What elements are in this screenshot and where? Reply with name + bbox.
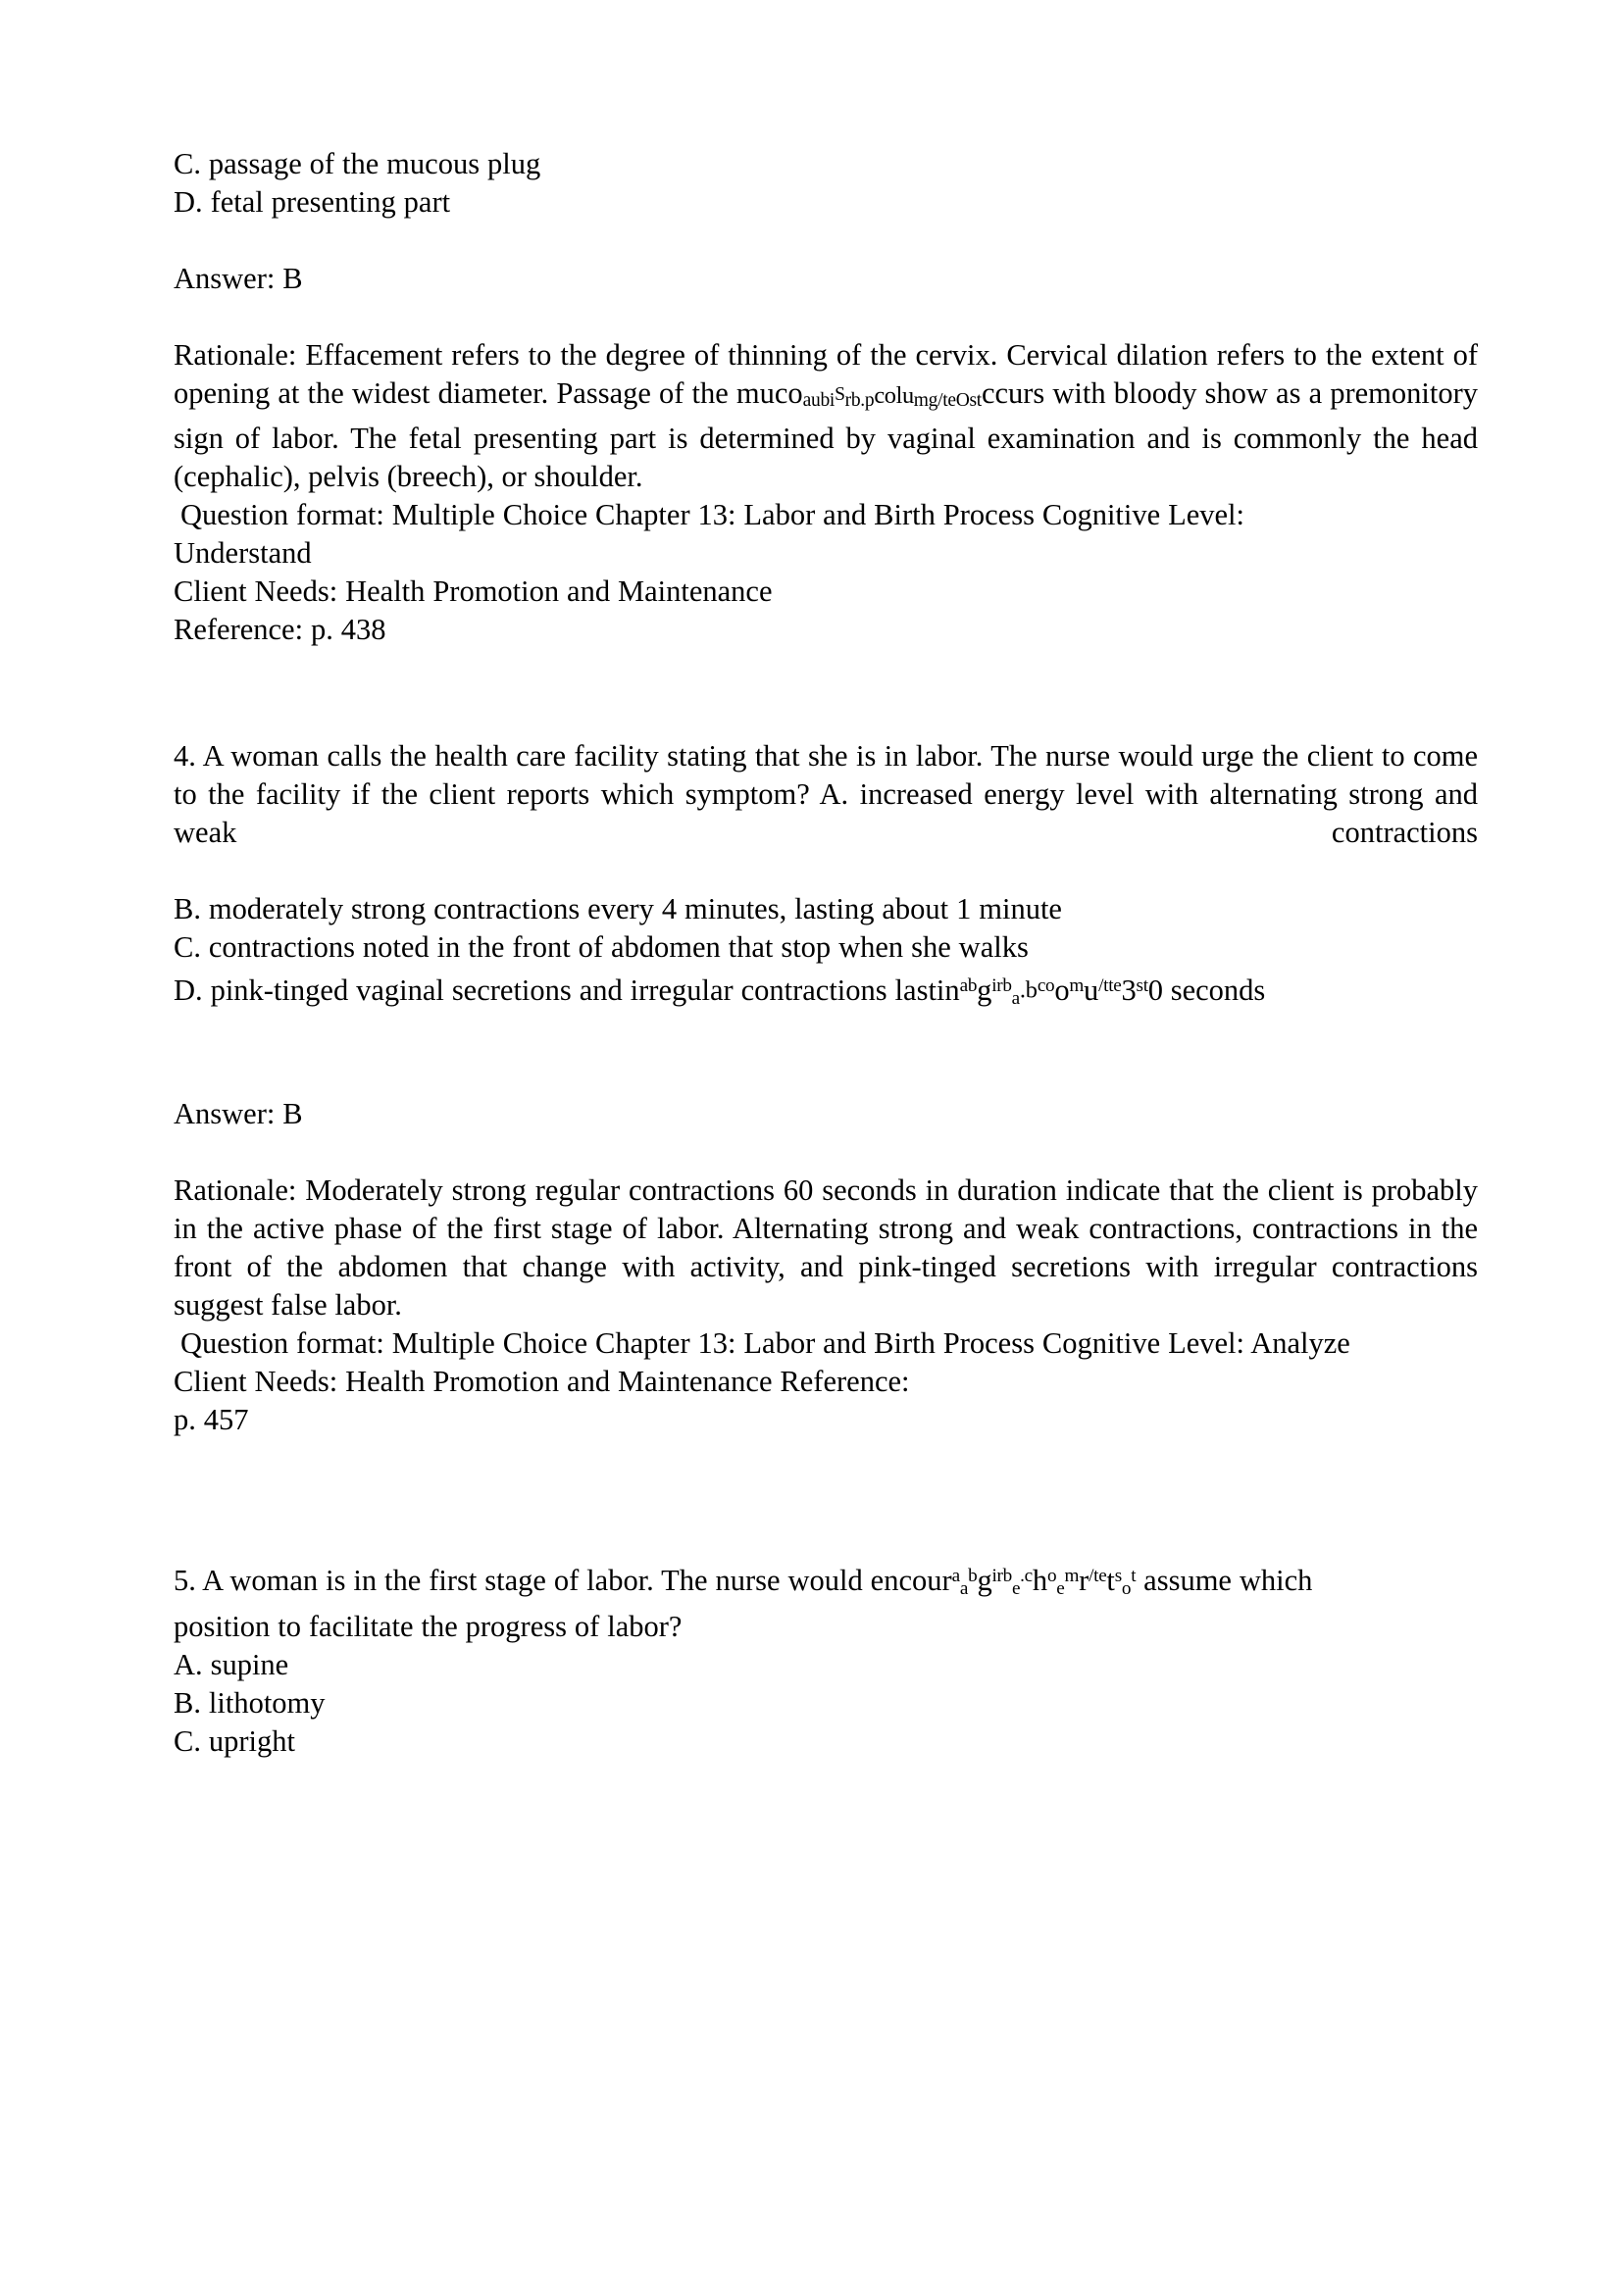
garble-glyph: t bbox=[1131, 1565, 1137, 1586]
garble-glyph: S bbox=[835, 383, 845, 405]
q4-option-d bbox=[174, 967, 1478, 1018]
q3-option-d: D. fetal presenting part bbox=[174, 185, 451, 219]
garble-glyph: a bbox=[959, 1577, 969, 1599]
garble-glyph: irb bbox=[991, 1565, 1012, 1586]
garble-glyph: g bbox=[977, 1563, 992, 1597]
q4-option-d-suffix: seconds bbox=[1162, 973, 1266, 1008]
q4-option-d-ocr-garble bbox=[959, 973, 1163, 1010]
garble-glyph: o bbox=[1046, 1565, 1057, 1586]
q4-stem: 4. A woman calls the health care facility stating that she is in labor. The nurse would urge the client to come to the facility if the client reports which symptom? A. increased energy level with alternating strong and weak contractions bbox=[174, 739, 1478, 850]
q4-option-d-prefix: D. pink-tinged vaginal secretions and irregular contractions lastin bbox=[174, 973, 960, 1008]
q3-meta-client-needs: Client Needs: Health Promotion and Maintenance bbox=[174, 574, 773, 609]
garble-glyph: rb bbox=[844, 390, 861, 412]
garble-glyph: t bbox=[1106, 1563, 1115, 1597]
garble-glyph: .c bbox=[1020, 1565, 1033, 1586]
q4-rationale: Rationale: Moderately strong regular contractions 60 seconds in duration indicate that the client is probably in the active phase of the first stage of labor. Alternating strong and weak contractions, contractions in the front of the abdomen that change with activity, and pink-tinged secretions with irregular contractions suggest false labor. bbox=[174, 1173, 1478, 1322]
q3-rationale-ocr-garble bbox=[802, 382, 982, 412]
garble-glyph: g bbox=[977, 973, 992, 1008]
garble-glyph: u bbox=[1084, 973, 1099, 1008]
q5-stem-prefix: 5. A woman is in the first stage of labor. The nurse would encour bbox=[174, 1563, 952, 1597]
q5-stem-line1 bbox=[174, 1557, 1478, 1608]
q3-rationale-text-part1: Rationale: Effacement refers to the degree of thinning of the cervix. Cervical dilation refers to the extent of opening at the widest diameter. Passage of the muco bbox=[174, 338, 1478, 410]
garble-glyph: o bbox=[1121, 1577, 1132, 1599]
q5-stem-ocr-garble bbox=[952, 1564, 1137, 1597]
q5-option-b: B. lithotomy bbox=[174, 1685, 326, 1720]
q3-option-c: C. passage of the mucous plug bbox=[174, 147, 541, 180]
garble-glyph: te bbox=[1108, 975, 1122, 997]
q3-rationale-text-part2: ccurs with bloody show as a premonitory sign of labor. The fetal presenting part is determined by vaginal examination and is commonly the head (cephalic), pelvis (breech), or shoulder. bbox=[174, 376, 1478, 494]
spacer bbox=[174, 1019, 1478, 1095]
garble-glyph: m bbox=[1064, 1565, 1080, 1586]
q5-stem-line2: position to facilitate the progress of labor? bbox=[174, 1609, 683, 1643]
garble-glyph: ab bbox=[959, 975, 978, 997]
q4-meta-reference: p. 457 bbox=[174, 1402, 249, 1436]
garble-glyph: O bbox=[955, 390, 970, 412]
q3-rationale bbox=[174, 336, 1478, 496]
garble-glyph: b bbox=[968, 1565, 978, 1586]
garble-glyph: e bbox=[1056, 1577, 1065, 1599]
spacer bbox=[174, 1133, 1478, 1172]
q4-answer: Answer: B bbox=[174, 1096, 303, 1130]
garble-glyph: r bbox=[1079, 1563, 1089, 1597]
spacer bbox=[174, 298, 1478, 336]
garble-glyph: o bbox=[1054, 973, 1070, 1008]
garble-glyph: /t bbox=[1098, 975, 1109, 997]
q4-option-c: C. contractions noted in the front of abdomen that stop when she walks bbox=[174, 930, 1029, 965]
q4-meta-client-needs: Client Needs: Health Promotion and Maintenance Reference: bbox=[174, 1364, 910, 1398]
garble-glyph: st bbox=[969, 390, 982, 412]
garble-glyph: ubi bbox=[811, 390, 836, 412]
garble-glyph: colu bbox=[874, 382, 914, 409]
spacer bbox=[174, 649, 1478, 737]
garble-glyph: irb bbox=[991, 975, 1012, 997]
spacer bbox=[174, 1439, 1478, 1557]
garble-glyph: s bbox=[1114, 1565, 1122, 1586]
garble-glyph: g/te bbox=[928, 390, 956, 412]
garble-glyph: m bbox=[913, 390, 929, 412]
q3-meta-question-format: Question format: Multiple Choice Chapter 13: Labor and Birth Process Cognitive Level: bbox=[180, 498, 1244, 532]
q3-answer: Answer: B bbox=[174, 262, 303, 295]
garble-glyph: .p bbox=[860, 390, 875, 412]
q4-meta-question-format: Question format: Multiple Choice Chapter 13: Labor and Birth Process Cognitive Level: Analyze bbox=[180, 1325, 1350, 1360]
garble-glyph: st bbox=[1136, 975, 1148, 997]
garble-glyph: a bbox=[1011, 988, 1020, 1010]
page-content-column bbox=[174, 145, 1478, 1761]
garble-glyph: co bbox=[1037, 975, 1055, 997]
garble-glyph: a bbox=[951, 1565, 960, 1586]
q4-option-b: B. moderately strong contractions every 4 minutes, lasting about 1 minute bbox=[174, 892, 1062, 926]
q5-option-a: A. supine bbox=[174, 1647, 289, 1681]
garble-glyph: 3 bbox=[1121, 973, 1137, 1008]
spacer bbox=[174, 222, 1478, 260]
garble-glyph: m bbox=[1069, 975, 1085, 997]
q5-stem-suffix: assume which bbox=[1136, 1563, 1313, 1597]
garble-glyph: /te bbox=[1089, 1565, 1107, 1586]
q5-option-c: C. upright bbox=[174, 1723, 295, 1758]
garble-glyph: 0 bbox=[1147, 973, 1163, 1008]
q3-meta-cognitive-level-value: Understand bbox=[174, 536, 312, 571]
garble-glyph: .b bbox=[1019, 976, 1038, 1004]
q3-meta-reference: Reference: p. 438 bbox=[174, 613, 386, 647]
garble-glyph: e bbox=[1011, 1577, 1021, 1599]
garble-glyph: a bbox=[802, 390, 812, 412]
garble-glyph: h bbox=[1032, 1563, 1047, 1597]
